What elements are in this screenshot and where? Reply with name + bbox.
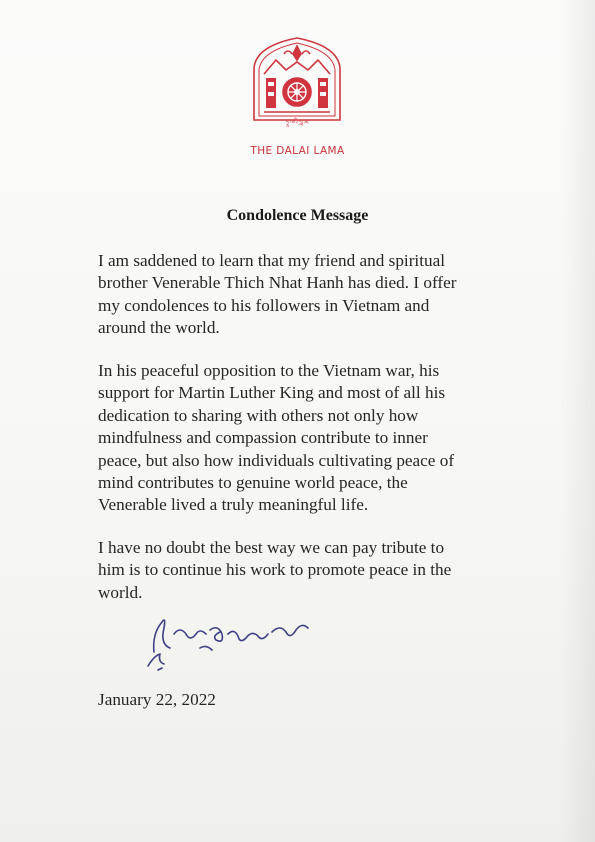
paragraph-line: In his peaceful opposition to the Vietnam war, his: [98, 361, 440, 380]
paragraph-line: mind contributes to genuine world peace, the: [98, 473, 408, 493]
paragraph-line: I am saddened to learn that my friend and spiritual: [98, 251, 445, 270]
paragraph-line: mindfulness and compassion contribute to inner: [98, 428, 428, 448]
paragraph-line: dedication to sharing with others not only how: [98, 405, 419, 425]
handwritten-signature-icon: [140, 604, 320, 676]
paragraph-line: my condolences to his followers in Vietnam and: [98, 295, 430, 315]
svg-text:ཏཱ་ལའི་བླ་མ: ཏཱ་ལའི་བླ་མ: [285, 119, 309, 126]
paragraph-line: support for Martin Luther King and most of all his: [98, 383, 446, 403]
letterhead-name: THE DALAI LAMA: [250, 145, 345, 157]
paragraph-line: him is to continue his work to promote peace in the: [98, 560, 452, 580]
paragraph-line: brother Venerable Thich Nhat Hanh has died. I offer: [98, 273, 457, 293]
paper-shadow: [560, 0, 595, 842]
letter-paragraph: [98, 250, 538, 340]
letter-date: January 22, 2022: [98, 690, 216, 709]
paragraph-line: around the world.: [98, 318, 220, 338]
letter-paragraph: [98, 537, 538, 604]
paragraph-line: I have no doubt the best way we can pay tribute to: [98, 538, 445, 557]
letter-paragraph: [98, 360, 538, 517]
paragraph-line: Venerable lived a truly meaningful life.: [98, 495, 369, 515]
paragraph-line: world.: [98, 582, 143, 602]
dalai-lama-seal-icon: [246, 34, 348, 130]
letter-title: Condolence Message: [226, 207, 369, 224]
paragraph-line: peace, but also how individuals cultivating peace of: [98, 450, 455, 470]
